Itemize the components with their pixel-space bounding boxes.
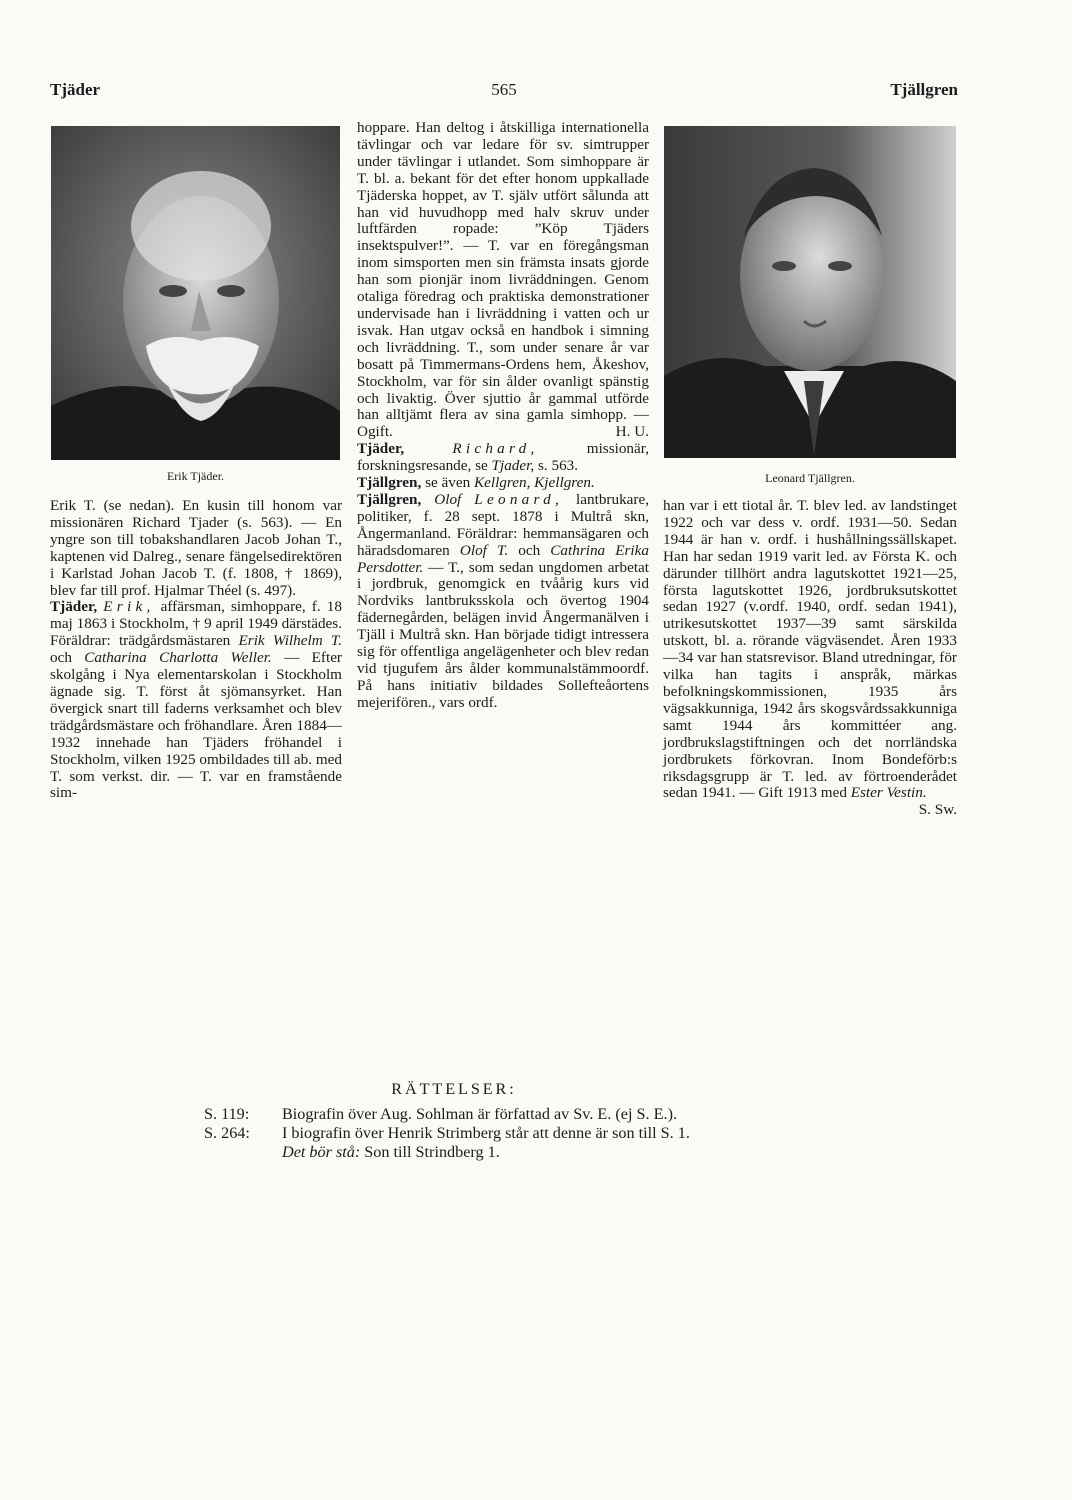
portrait-erik-tjader bbox=[51, 126, 340, 460]
paragraph-erik-continued bbox=[357, 120, 649, 441]
entry-text: missionär, forskningsresande, se bbox=[357, 440, 649, 475]
entry-headword: Tjäder, bbox=[357, 440, 405, 458]
father-name: Erik Wilhelm T. bbox=[238, 632, 342, 650]
errata-page-label: S. 119: bbox=[204, 1105, 250, 1123]
entry-text: — Efter skolgång i Nya elementarskolan i Stockholm ägnade sig. T. först åt sjömansyrket. Han övergick snart till faderns verksamhet och blev trädgårdsmästare och fröhandlare. Åren 1884—1932 innehade han Tjäders fröhandel i Stockholm, vilken 1925 ombildades till ab. med T. som verkst. dir. — T. var en framstående sim- bbox=[50, 649, 342, 802]
errata-text: I biografin över Henrik Strimberg står att denne är son till S. 1. bbox=[282, 1124, 690, 1142]
column-left bbox=[50, 498, 342, 802]
father-name: Olof T. bbox=[459, 541, 509, 559]
page-header bbox=[50, 80, 958, 106]
left-photo-caption: Erik Tjäder. bbox=[166, 469, 225, 483]
header-right-word: Tjällgren bbox=[890, 80, 958, 99]
errata-text: Biografin över Aug. Sohlman är författad av Sv. E. (ej S. E.). bbox=[282, 1105, 678, 1123]
page-reference: s. 563. bbox=[537, 457, 579, 475]
entry-text: hoppare. Han deltog i åtskilliga internationella tävlingar och var ledare för sv. simtrupper under tävlingar i utlandet. Som simhoppare är T. bl. a. bekant för det efter honom uppkallade Tjäderska hoppet, av T. själv utfört sålunda att han vid huvudhopp med halv skruv under luftfärden ropade: ”Köp Tjäders insektspulver!”. — T. var en föregångsman inom simsporten men sin främsta insats gjorde han som pionjär inom livräddningen. Genom otaliga föredrag och praktiska demonstrationer undervisade han i livräddning i vatten och ur isvak. Han utgav också en handbok i simning och livräddning. T., som under senare år var bosatt på Timmermans-Ordens hem, Åkeshov, Stockholm, var för sin ålder ovanligt spänstig och livaktig. Över sjuttio år gammal utförde han alltjämt flera av sina gamla simhopp. — Ogift. bbox=[357, 119, 649, 441]
portrait-leonard-tjallgren bbox=[664, 126, 956, 458]
errata-title: RÄTTELSER: bbox=[391, 1080, 517, 1098]
errata-row bbox=[204, 1105, 804, 1124]
column-middle bbox=[357, 120, 649, 712]
paragraph-erik-relations: Erik T. (se nedan). En kusin till honom var missionären Richard Tjader (s. 563). — En yngre son till tobakshandlaren Jacob Johan T., kaptenen vid Dalreg., senare fängelsedirektören i Karlstad Johan Jacob T. (f. 1808, † 1869), blev far till prof. Hjalmar Théel (s. 497). bbox=[50, 497, 342, 599]
column-right bbox=[663, 498, 957, 819]
entry-text: lantbrukare, politiker, f. 28 sept. 1878 i Multrå skn, Ångermanland. Föräldrar: hemmansägaren och häradsdomaren bbox=[357, 490, 649, 559]
errata-text: Son till Strindberg 1. bbox=[364, 1143, 500, 1161]
entry-richard-tjader bbox=[357, 441, 649, 475]
page-number: 565 bbox=[491, 80, 517, 99]
entry-headword: Tjäder, bbox=[50, 598, 98, 616]
errata-correction-label: Det bör stå: bbox=[282, 1143, 361, 1161]
spouse-name: Ester Vestin. bbox=[850, 784, 927, 802]
conjunction: och bbox=[50, 649, 72, 667]
author-signature: S. Sw. bbox=[918, 801, 957, 819]
entry-tjallgren-see-also bbox=[357, 475, 649, 492]
mother-name: Cathrina Erika Persdotter. bbox=[357, 541, 649, 576]
cross-reference: Kellgren, Kjellgren. bbox=[473, 474, 595, 492]
errata-page-label: S. 264: bbox=[204, 1124, 250, 1142]
errata-section bbox=[204, 1080, 804, 1162]
mother-name: Catharina Charlotta Weller. bbox=[84, 649, 272, 667]
entry-forename: Leonard, bbox=[474, 490, 564, 508]
errata-row bbox=[204, 1124, 804, 1143]
entry-leonard-tjallgren bbox=[357, 492, 649, 712]
errata-row bbox=[204, 1143, 804, 1162]
entry-headword: Tjällgren, bbox=[357, 474, 422, 492]
entry-headword: Tjällgren, bbox=[357, 490, 422, 508]
right-photo-caption: Leonard Tjällgren. bbox=[765, 471, 855, 485]
entry-text: — T., som sedan ungdomen arbetat i jordbruk, genomgick en tvåårig kurs vid Nordviks lantbruksskola och övertog 1904 fädernegården, belägen invid Ångermanälven i Tjäll i Multrå skn. Han började tidigt intressera sig för offentliga angelägenheter och blev redan vid tjugufem års ålder kommunalstämmoordf. På hans initiativ bildades Sollefteåortens mejerifören., vars ordf. bbox=[357, 558, 650, 711]
entry-text: affärsman, simhoppare, f. 18 maj 1863 i Stockholm, † 9 april 1949 därstädes. Föräldrar: trädgårdsmästaren bbox=[50, 598, 342, 650]
entry-forename: Richard, bbox=[452, 440, 539, 458]
entry-first-name: Olof bbox=[434, 490, 462, 508]
entry-forename: Erik, bbox=[103, 598, 155, 616]
entry-text: han var i ett tiotal år. T. blev led. av landstinget 1922 och var dess v. ordf. 1931—50. Sedan 1944 är han v. ordf. i hushållningssällskapet. Han har sedan 1919 varit led. av Första K. och därunder tillhört andra lagutskottet 1921—25, första lagutskottet 1926, jordbruksutskottet sedan 1927 (v.ordf. 1940, ordf. sedan 1941), utrikesutskottet 1937—39 samt särskilda utskott, bl. a. rörande vägväsendet. Åren 1933—34 var han statsrevisor. Bland utredningar, för vilka han tagits i anspråk, märkas befolkningskommissionen, 1935 års vägsakkunniga, 1942 års skogsvårdssakkunniga samt 1944 års kommittéer ang. jordbrukslagstiftningen och det norrländska jordbrukets förkovran. Inom Bondeförb:s riksdagsgrupp är T. led. av förtroenderådet sedan 1941. — Gift 1913 med bbox=[663, 497, 957, 802]
conjunction: och bbox=[518, 541, 541, 559]
author-signature: H. U. bbox=[615, 423, 649, 441]
header-left-word: Tjäder bbox=[50, 80, 101, 99]
cross-reference: Tjader, bbox=[491, 457, 535, 475]
paragraph-leonard-continued bbox=[663, 497, 957, 819]
entry-text: se även bbox=[425, 474, 471, 492]
entry-erik-tjader bbox=[50, 599, 342, 802]
